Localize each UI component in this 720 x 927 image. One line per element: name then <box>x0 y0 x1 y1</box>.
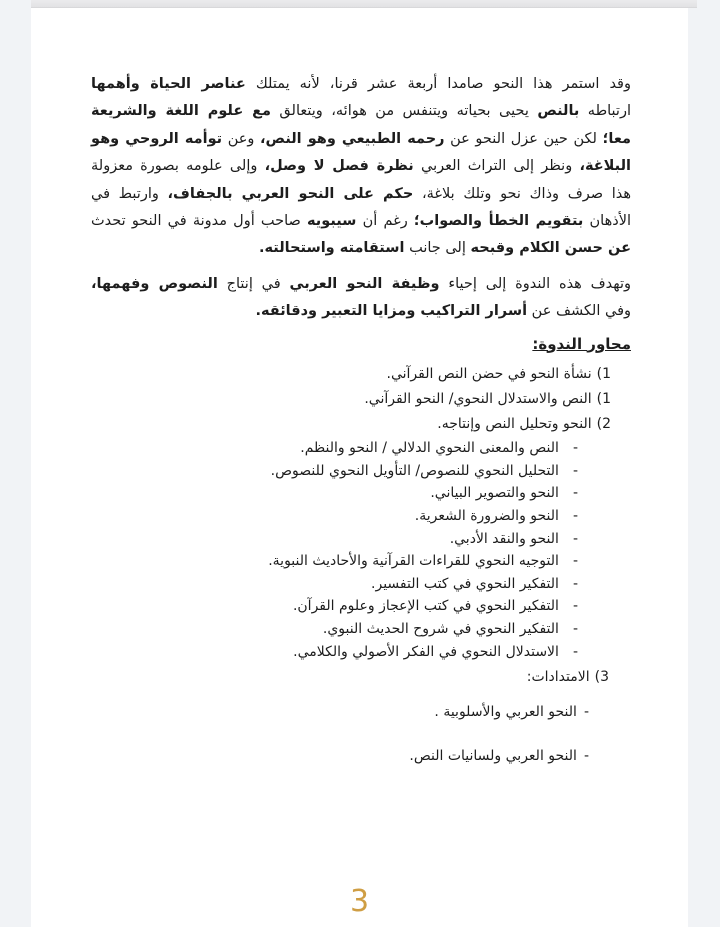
text-segment: ونظر إلى التراث العربي <box>413 158 580 175</box>
bold-text-segment: معا؛ <box>602 130 631 147</box>
item-text: النحو والتصوير البياني. <box>430 485 559 502</box>
item-text: التفكير النحوي في شروح الحديث النبوي. <box>322 621 559 638</box>
document-content <box>91 71 631 768</box>
bold-text-segment: النصوص وفهمها، <box>91 275 218 292</box>
bold-text-segment: سيبويه <box>307 213 357 230</box>
paragraph-line <box>91 208 631 235</box>
dash-bullet: - <box>583 704 589 721</box>
item-text: النحو العربي ولسانيات النص. <box>409 748 577 765</box>
paragraph-line <box>91 98 631 125</box>
item-text: النص والمعنى النحوي الدلالي / النحو والنظم. <box>300 440 559 457</box>
dash-bullet: - <box>572 643 578 660</box>
bold-text-segment: توأمه الروحي وهو <box>91 130 223 147</box>
dash-bullet: - <box>572 598 578 615</box>
page-number: 3 <box>349 884 370 919</box>
dash-bullet: - <box>572 440 578 457</box>
text-segment: في إنتاج <box>217 275 290 292</box>
paragraph-line <box>91 126 631 153</box>
section-heading: محاور الندوة: <box>532 334 631 353</box>
extension-item <box>91 701 589 724</box>
text-segment: ارتباطه <box>579 103 631 120</box>
dash-bullet: - <box>583 748 589 765</box>
text-segment: وقد استمر هذا النحو صامدا أربعة عشر قرنا، لأنه يمتلك <box>245 76 631 92</box>
dash-item <box>91 618 578 641</box>
text-segment: وعن <box>222 130 261 147</box>
dash-bullet: - <box>572 508 578 525</box>
bold-text-segment: رحمه الطبيعي وهو النص، <box>260 130 445 147</box>
bold-text-segment: استقامته واستحالته. <box>258 240 405 257</box>
extensions-list <box>91 701 589 768</box>
item-number: 1) <box>596 390 611 407</box>
text-segment: صاحب أول مدونة في النحو تحدث <box>91 213 308 230</box>
numbered-item <box>91 387 611 412</box>
numbered-item <box>91 412 611 437</box>
bold-text-segment: عناصر الحياة وأهمها <box>91 76 246 92</box>
paragraph-line <box>91 153 631 180</box>
paragraph-line <box>91 181 631 208</box>
item-number: 1) <box>596 365 611 382</box>
dash-item <box>91 460 578 483</box>
item-text: التفكير النحوي في كتب التفسير. <box>371 575 559 592</box>
item-text: النحو العربي والأسلوبية . <box>434 704 577 721</box>
document-page <box>31 0 688 927</box>
text-segment: إلى جانب <box>404 240 471 257</box>
dash-item <box>91 573 578 596</box>
item-text: التوجيه النحوي للقراءات القرآنية والأحاديث النبوية. <box>268 553 559 570</box>
intro-paragraph <box>91 71 631 263</box>
item-text: الاستدلال النحوي في الفكر الأصولي والكلامي. <box>293 643 559 660</box>
item-text: النحو وتحليل النص وإنتاجه. <box>437 416 592 433</box>
text-segment: وإلى علومه بصورة معزولة <box>91 158 265 175</box>
dash-bullet: - <box>572 530 578 547</box>
item-text: التحليل النحوي للنصوص/ التأويل النحوي للنصوص. <box>270 462 559 479</box>
text-segment: لكن حين عزل النحو عن <box>444 130 603 147</box>
text-segment: وارتبط في <box>91 185 168 202</box>
dash-bullet: - <box>572 621 578 638</box>
dash-item <box>91 641 578 664</box>
item-text: النحو والنقد الأدبي. <box>449 530 559 547</box>
item-text: نشأة النحو في حضن النص القرآني. <box>386 365 592 382</box>
dash-bullet: - <box>572 485 578 502</box>
dash-list <box>91 437 578 663</box>
text-segment: الأذهان <box>583 213 631 230</box>
dash-item <box>91 550 578 573</box>
dash-item <box>91 482 578 505</box>
dash-bullet: - <box>572 575 578 592</box>
bold-text-segment: البلاغة، <box>579 158 631 175</box>
bold-text-segment: نظرة فصل لا وصل، <box>264 158 414 175</box>
paragraph-line <box>91 71 631 98</box>
dash-item <box>91 595 578 618</box>
bold-text-segment: بتقويم الخطأ والصواب؛ <box>413 213 584 230</box>
numbered-list <box>91 362 611 438</box>
bold-text-segment: حكم على النحو العربي بالجفاف، <box>167 185 414 202</box>
extensions-heading-line <box>91 665 609 689</box>
dash-item <box>91 505 578 528</box>
text-segment: رغم أن <box>356 213 414 230</box>
paragraph-line <box>91 235 631 262</box>
item-text: التفكير النحوي في كتب الإعجاز وعلوم القرآن. <box>292 598 559 615</box>
bold-text-segment: أسرار التراكيب ومزايا التعبير ودقائقه. <box>255 303 528 320</box>
dash-item <box>91 437 578 460</box>
item-number: 2) <box>596 416 611 433</box>
text-segment: وفي الكشف عن <box>527 303 631 320</box>
paragraph-line <box>91 298 631 325</box>
page-top-edge <box>31 0 697 8</box>
extensions-heading <box>91 665 609 689</box>
bold-text-segment: بالنص <box>537 103 580 120</box>
item-number: 3) <box>594 669 609 686</box>
bold-text-segment: مع علوم اللغة والشريعة <box>91 103 271 120</box>
extension-item <box>91 745 589 768</box>
item-text: النص والاستدلال النحوي/ النحو القرآني. <box>364 390 592 407</box>
paragraph-line <box>91 271 631 298</box>
dash-bullet: - <box>572 462 578 479</box>
numbered-item <box>91 362 611 387</box>
text-segment: يحيى بحياته ويتنفس من هوائه، ويتعالق <box>271 103 538 120</box>
item-text: النحو والضرورة الشعرية. <box>414 508 559 525</box>
bold-text-segment: عن حسن الكلام وقبحه <box>470 240 631 257</box>
dash-item <box>91 528 578 551</box>
text-segment: وتهدف هذه الندوة إلى إحياء <box>439 275 632 292</box>
text-segment: هذا صرف وذاك نحو وتلك بلاغة، <box>413 185 631 202</box>
objective-paragraph <box>91 271 631 326</box>
item-text: الامتدادات: <box>526 669 590 686</box>
dash-bullet: - <box>572 553 578 570</box>
bold-text-segment: وظيفة النحو العربي <box>289 275 440 292</box>
